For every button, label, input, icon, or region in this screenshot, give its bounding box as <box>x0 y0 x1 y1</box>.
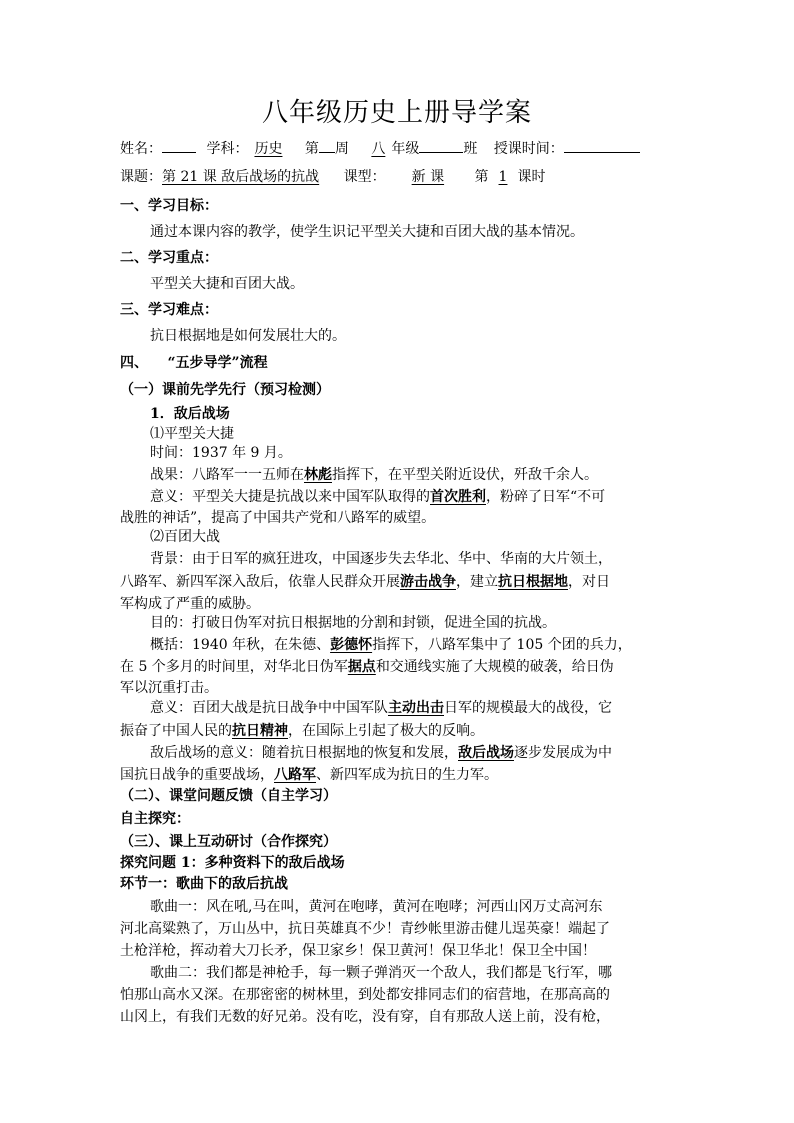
hundred-regiments-heading: ⑵百团大战 <box>150 529 220 545</box>
rear-significance-line-1 <box>150 743 612 763</box>
type-value: 新 课 <box>411 169 445 185</box>
section-objectives-heading: 一、学习目标： <box>120 198 218 214</box>
text-span: ，对日 <box>568 574 610 590</box>
class-blank <box>419 137 463 153</box>
background-line-2 <box>120 572 610 592</box>
text-span: 日军的规模最大的战役，它 <box>444 700 612 716</box>
text-span: 意义：平型关大捷是抗战以来中国军队取得的 <box>150 489 430 505</box>
song-two-line-1: 歌曲二：我们都是神枪手，每一颗子弹消灭一个敌人，我们都是飞行军，哪 <box>150 965 612 981</box>
objectives-text: 通过本课内容的教学，使学生识记平型关大捷和百团大战的基本情况。 <box>150 224 584 240</box>
part-one-heading: （一）课前先学先行（预习检测） <box>120 382 330 398</box>
part-three-heading: （三）、课上互动研讨（合作探究） <box>120 834 337 850</box>
song-two-line-2: 怕那山高水又深。在那密密的树林里，到处都安排同志们的宿营地，在那高高的 <box>120 987 610 1003</box>
text-span: ，建立 <box>456 574 498 590</box>
section-five-steps-heading: 四、 “五步导学”流程 <box>120 355 268 371</box>
song-one-line-2: 河北高粱熟了，万山丛中，抗日英雄真不少！青纱帐里游击健儿逞英豪！端起了 <box>120 921 610 937</box>
subject-value: 历史 <box>254 141 283 157</box>
section-focus-heading: 二、学习重点： <box>120 250 218 266</box>
enemy-rear-subheading: 1．敌后战场 <box>150 406 230 422</box>
part-two-heading: （二）、课堂问题反馈（自主学习） <box>120 788 337 804</box>
week-suffix: 周 <box>334 141 349 157</box>
song-one-line-1: 歌曲一：风在吼,马在叫，黄河在咆哮，黄河在咆哮；河西山冈万丈高河东 <box>150 899 603 915</box>
text-span: 指挥下，八路军集中了 105 个团的兵力， <box>372 637 632 653</box>
name-label: 姓名： <box>120 141 162 157</box>
text-span: 战果：八路军一一五师在 <box>150 467 304 483</box>
answer-eighth-route: 八路军 <box>274 767 316 783</box>
name-blank <box>162 137 196 153</box>
song-two-line-3: 山冈上，有我们无数的好兄弟。没有吃，没有穿，自有那敌人送上前，没有枪， <box>120 1009 610 1025</box>
summary-line-1 <box>150 635 632 655</box>
text-span: 指挥下，在平型关附近设伏，歼敌千余人。 <box>332 467 598 483</box>
rear-significance-line-2 <box>120 765 498 785</box>
time-label: 授课时间： <box>493 141 564 157</box>
time-blank <box>564 137 640 153</box>
header-info-line <box>120 137 640 157</box>
topic-label: 课题： <box>120 169 162 185</box>
period-suffix: 课时 <box>517 169 546 185</box>
text-span: ，在国际上引起了极大的反响。 <box>288 723 484 739</box>
pingxingguan-time: 时间：1937 年 9 月。 <box>150 445 292 461</box>
answer-offensive: 主动出击 <box>388 700 444 716</box>
text-span: 敌后战场的意义：随着抗日根据地的恢复和发展， <box>150 745 458 761</box>
significance2-line-1 <box>150 698 612 718</box>
focus-text: 平型关大捷和百团大战。 <box>150 276 304 292</box>
background-line-3: 军构成了严重的威胁。 <box>120 596 260 612</box>
text-span: 概括：1940 年秋，在朱德、 <box>150 637 331 653</box>
answer-resistance-spirit: 抗日精神 <box>232 723 288 739</box>
difficulty-text: 抗日根据地是如何发展壮大的。 <box>150 328 346 344</box>
answer-strongholds: 据点 <box>347 659 376 675</box>
period-value: 1 <box>498 169 508 185</box>
answer-peng-dehuai: 彭德怀 <box>330 637 373 653</box>
answer-rear-battlefield: 敌后战场 <box>458 745 514 761</box>
answer-guerrilla-war: 游击战争 <box>400 574 456 590</box>
lesson-info-line <box>120 167 545 187</box>
grade-label: 年级 <box>391 141 420 157</box>
type-label: 课型： <box>343 169 386 185</box>
text-span: 、新四军成为抗日的生力军。 <box>316 767 498 783</box>
class-label: 班 <box>463 141 478 157</box>
text-span: ，粉碎了日军“不可 <box>486 489 606 505</box>
period-prefix: 第 <box>474 169 489 185</box>
answer-base-areas: 抗日根据地 <box>498 574 568 590</box>
answer-first-victory: 首次胜利 <box>430 489 486 505</box>
question-one-heading: 探究问题 1：多种资料下的敌后战场 <box>120 855 345 871</box>
pingxingguan-significance <box>150 487 605 507</box>
week-prefix: 第 <box>304 141 319 157</box>
pingxingguan-result <box>150 465 598 485</box>
answer-lin-biao: 林彪 <box>304 467 332 483</box>
self-study-label: 自主探究： <box>120 811 190 827</box>
text-span: 国抗日战争的重要战场， <box>120 767 274 783</box>
page-title: 八年级历史上册导学案 <box>261 98 532 128</box>
summary-line-3: 军以沉重打击。 <box>120 680 218 696</box>
step-one-heading: 环节一：歌曲下的敌后抗战 <box>120 876 288 892</box>
text-span: 意义：百团大战是抗日战争中中国军队 <box>150 700 388 716</box>
background-line-1: 背景：由于日军的疯狂进攻，中国逐步失去华北、华中、华南的大片领土， <box>150 551 612 567</box>
text-span: 八路军、新四军深入敌后，依靠人民群众开展 <box>120 574 400 590</box>
week-blank <box>319 137 335 153</box>
pingxingguan-heading: ⑴平型关大捷 <box>150 426 234 442</box>
significance2-line-2 <box>120 721 484 741</box>
text-span: 振奋了中国人民的 <box>120 723 232 739</box>
subject-label: 学科： <box>206 141 249 157</box>
section-difficulty-heading: 三、学习难点： <box>120 302 218 318</box>
text-span: 逐步发展成为中 <box>514 745 612 761</box>
summary-line-2 <box>120 657 614 677</box>
purpose-line: 目的：打破日伪军对抗日根据地的分割和封锁，促进全国的抗战。 <box>150 615 556 631</box>
text-span: 在 5 个多月的时间里，对华北日伪军 <box>120 659 348 675</box>
pingxingguan-significance-cont: 战胜的神话”，提高了中国共产党和八路军的威望。 <box>120 510 436 526</box>
topic-value: 第 21 课 敌后战场的抗战 <box>162 169 320 185</box>
text-span: 和交通线实施了大规模的破袭，给日伪 <box>375 659 614 675</box>
song-one-line-3: 土枪洋枪，挥动着大刀长矛，保卫家乡！保卫黄河！保卫华北！保卫全中国！ <box>120 943 596 959</box>
grade-value: 八 <box>371 141 386 157</box>
